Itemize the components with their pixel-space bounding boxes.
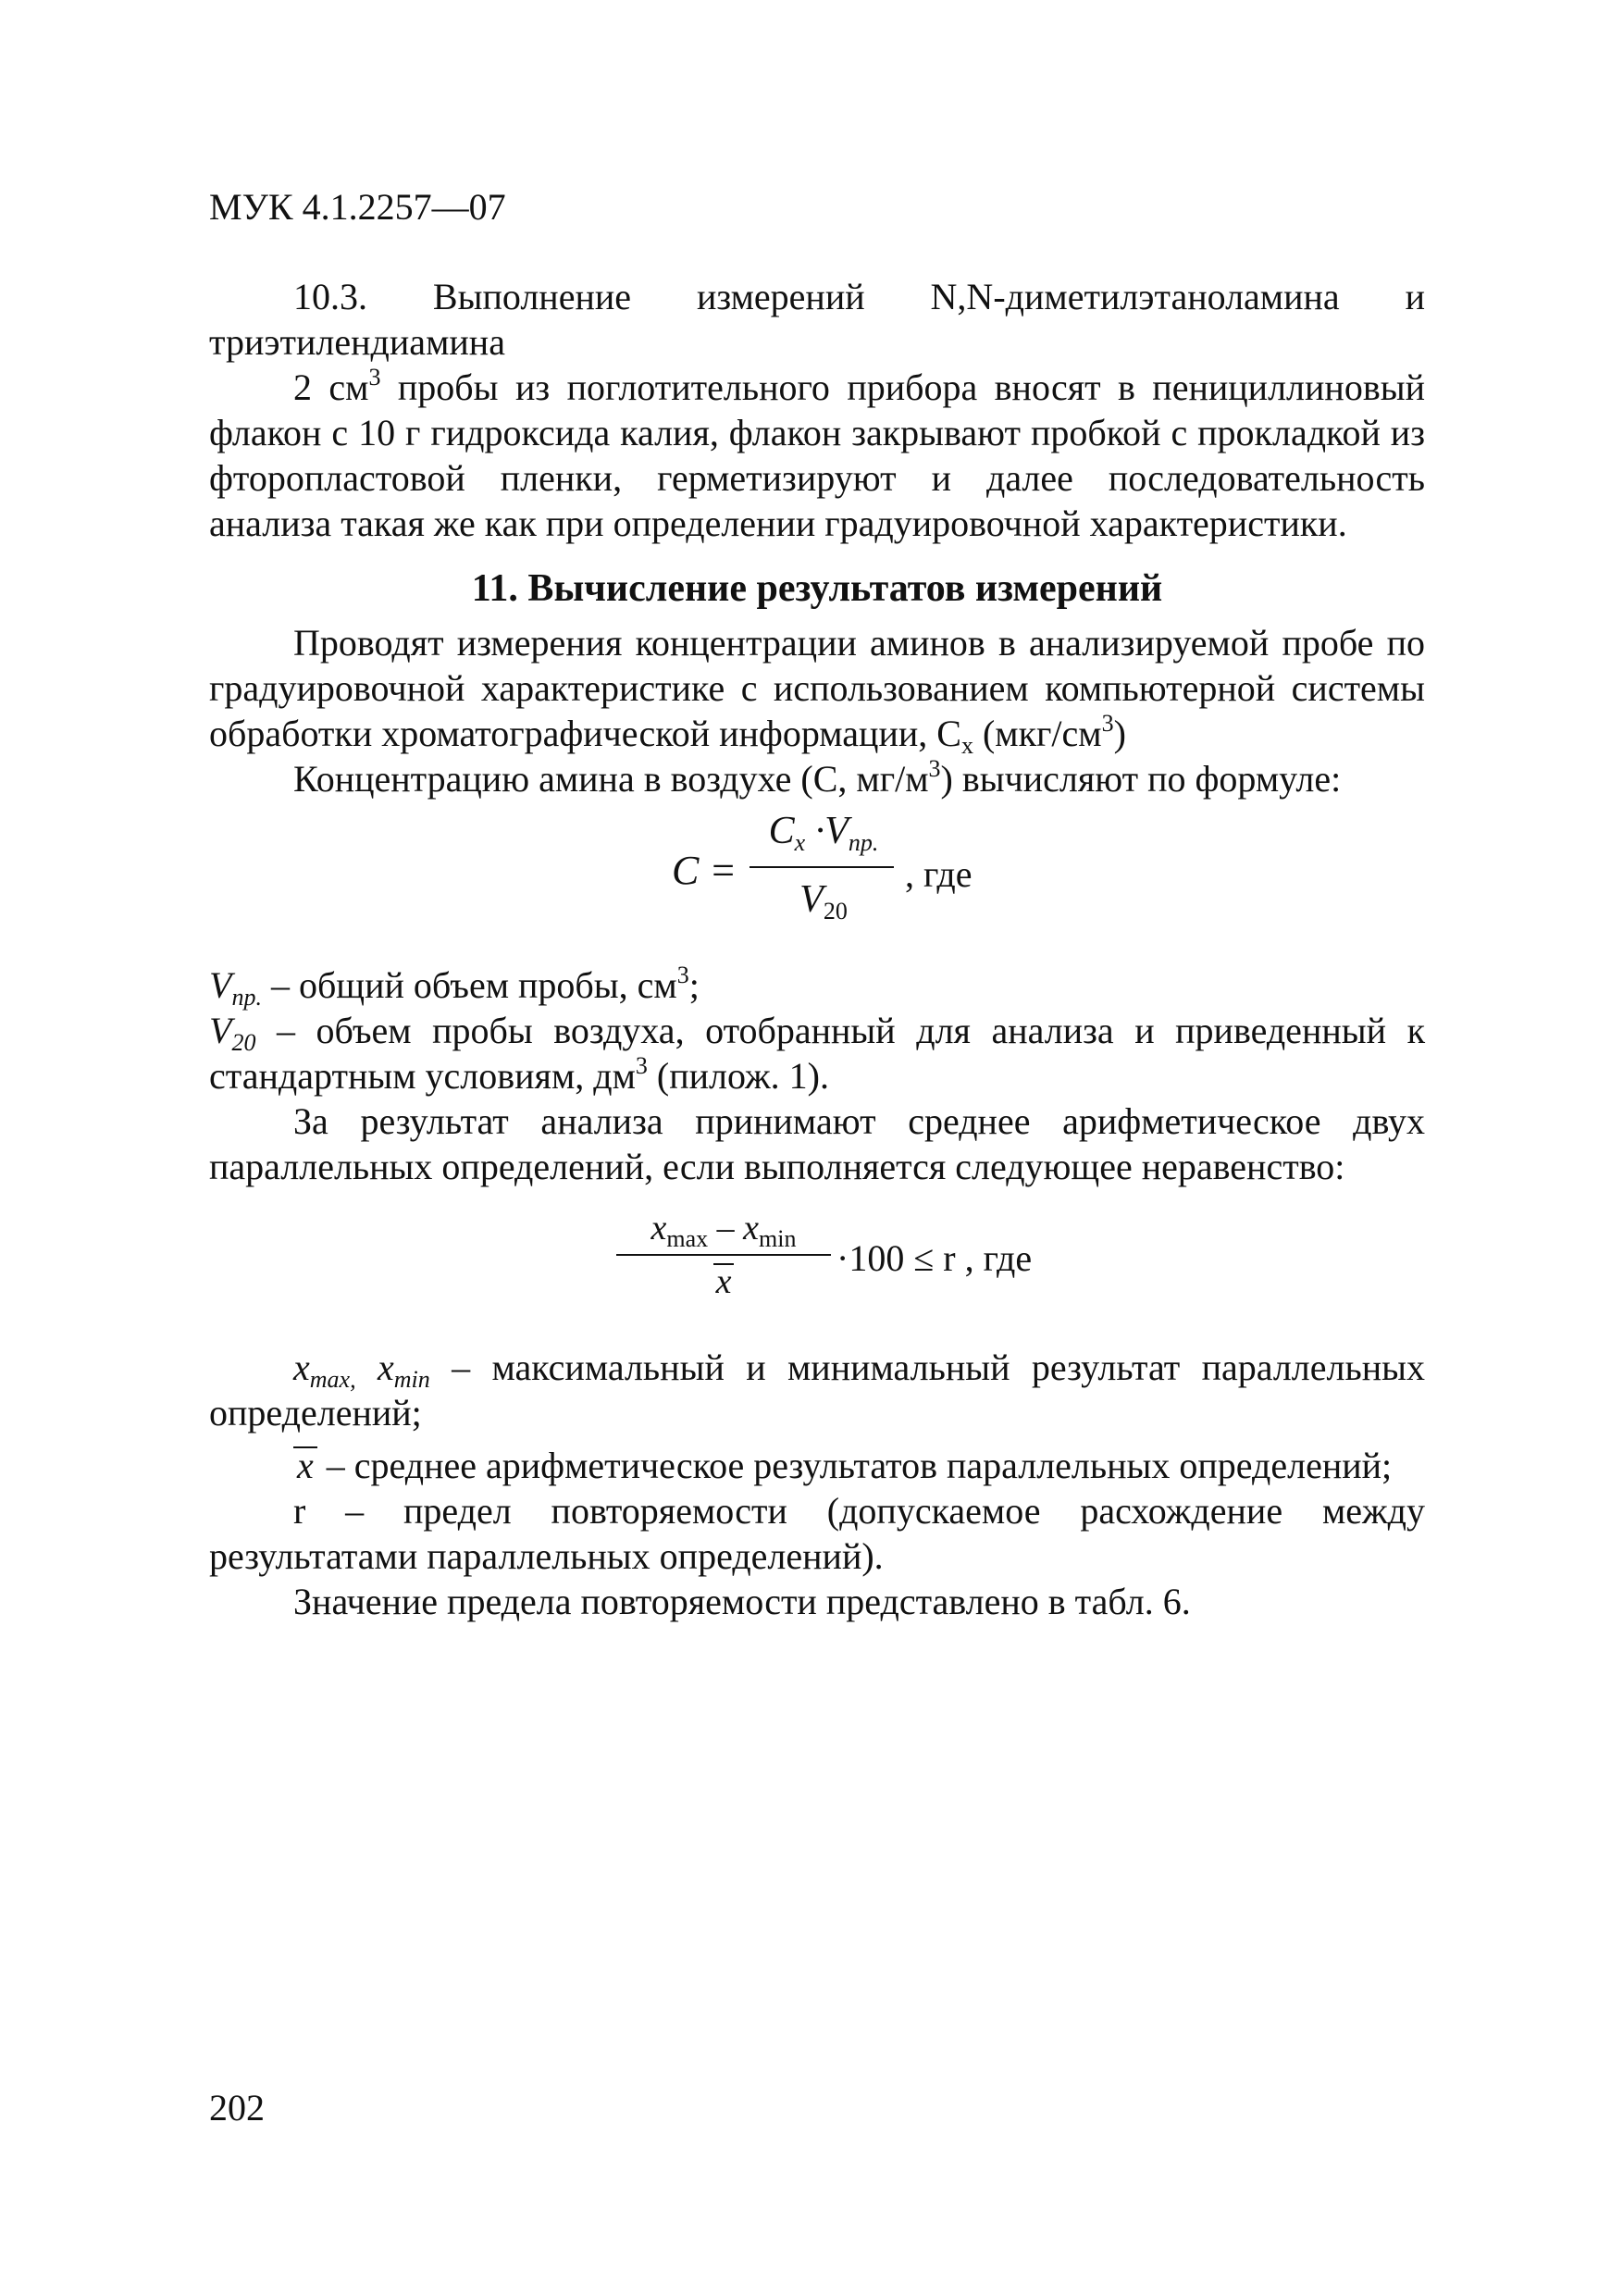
section-10-3-title: 10.3. Выполнение измерений N,N-диметилэтаноламина и триэтилендиамина <box>209 276 1425 363</box>
xmin-sub: min <box>393 1366 430 1393</box>
result-paragraph: За результат анализа принимают среднее арифметическое двух параллельных определений, если выполняется следующее неравенство: <box>209 1100 1425 1187</box>
section-10-3-body <box>209 365 1425 546</box>
vpr-text-pre: – общий объем пробы, см <box>261 964 677 1006</box>
vpr-var: V <box>209 964 232 1006</box>
vpr-sup: 3 <box>676 962 689 988</box>
formula-lhs: C = <box>672 848 737 893</box>
f2-fraction-bar <box>616 1254 831 1256</box>
definition-v20 <box>209 1008 1425 1098</box>
body-sup: 3 <box>368 364 381 391</box>
f2-x1-sub: max <box>666 1225 709 1252</box>
section-11-heading: 11. Вычисление результатов измерений <box>471 567 1163 610</box>
formula-denominator <box>750 877 898 923</box>
p1-sub: х <box>960 732 973 759</box>
xmaxmin-text: – максимальный и минимальный результат параллельных определений; <box>209 1347 1425 1433</box>
vpr-sub: пр. <box>231 984 262 1011</box>
definition-xmax-xmin <box>209 1345 1425 1435</box>
f2-numerator <box>614 1206 833 1251</box>
v20-sub: 20 <box>231 1029 256 1056</box>
f2-tail: ·100 ≤ r , где <box>836 1237 1033 1279</box>
xmin-var: x <box>355 1347 394 1388</box>
vpr-text-post: ; <box>688 964 700 1006</box>
definition-vpr <box>209 962 1425 1011</box>
p1-mid: (мкг/см <box>973 713 1102 754</box>
num-v-sub: пр. <box>848 829 879 856</box>
v20-text-pre: – объем пробы воздуха, отобранный для анализа и приведенный к стандартным условиям, дм <box>209 1010 1425 1097</box>
v20-var: V <box>209 1010 232 1051</box>
closing-paragraph: Значение предела повторяемости представлено в табл. 6. <box>293 1581 1191 1622</box>
xmax-sub: max, <box>309 1366 356 1393</box>
page-content <box>209 274 1425 1624</box>
f2-xbar: x <box>713 1263 735 1298</box>
xbar-var: x <box>293 1446 317 1483</box>
p2-sup: 3 <box>928 755 941 782</box>
num-c-sub: x <box>794 829 806 856</box>
p1-post: ) <box>1113 713 1126 754</box>
definition-xbar <box>209 1443 1425 1488</box>
running-header: МУК 4.1.2257—07 <box>209 186 506 228</box>
num-dot-v: ·V <box>805 810 849 852</box>
f2-x1: x <box>650 1209 667 1247</box>
p1-pre: Проводят измерения концентрации аминов в анализируемой пробе по градуировочной характеристике с использованием компьютерной системы обработки хроматографической информации, С <box>209 622 1425 754</box>
f2-x2-sub: min <box>759 1225 797 1252</box>
body-post: пробы из поглотительного прибора вносят в пенициллиновый флакон с 10 г гидроксида калия, флакон закрывают пробкой с прокладкой из фторопластовой пленки, герметизируют и далее последовательность анализа такая же как при определении градуировочной характеристики. <box>209 366 1425 544</box>
concentration-paragraph <box>209 756 1425 801</box>
concentration-formula <box>209 809 1425 948</box>
den-sub: 20 <box>823 898 848 925</box>
p1-sup: 3 <box>1101 710 1114 737</box>
v20-text-post: (пилож. 1). <box>647 1055 829 1097</box>
p2-pre: Концентрацию амина в воздухе (С, мг/м <box>293 758 929 800</box>
xbar-text: – среднее арифметическое результатов параллельных определений; <box>316 1445 1393 1486</box>
p2-post: ) вычисляют по формуле: <box>940 758 1342 800</box>
f2-denominator <box>614 1260 833 1305</box>
num-c: C <box>768 810 795 852</box>
formula-numerator <box>750 809 898 854</box>
f2-x2: x <box>743 1209 760 1247</box>
definition-r: r – предел повторяемости (допускаемое расхождение между результатами параллельных определений). <box>209 1490 1425 1577</box>
page-number: 202 <box>209 2087 265 2128</box>
measurement-paragraph <box>209 620 1425 759</box>
f2-minus: – <box>708 1209 744 1247</box>
fraction-bar <box>750 866 894 868</box>
body-pre: 2 см <box>293 366 369 408</box>
formula-tail: , где <box>905 853 973 895</box>
xmax-var: x <box>293 1347 310 1388</box>
repeatability-formula <box>209 1206 1425 1321</box>
den-v: V <box>799 878 824 921</box>
v20-sup: 3 <box>635 1052 648 1079</box>
